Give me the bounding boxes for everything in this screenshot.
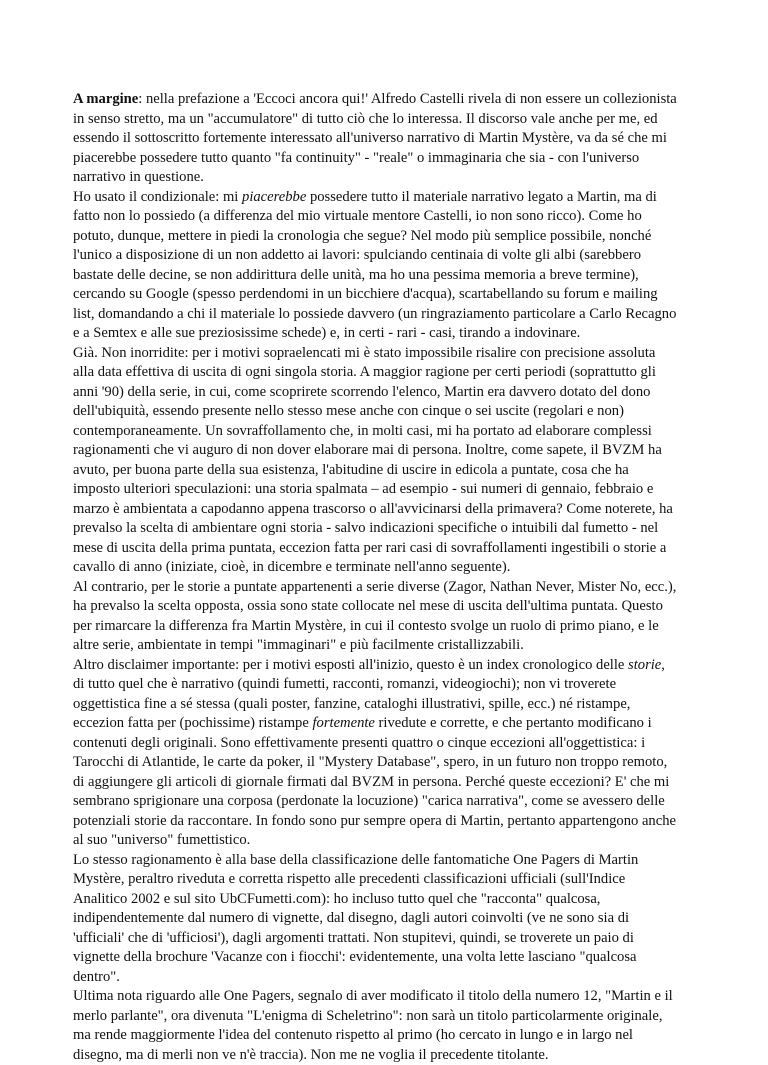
paragraph-disclaimer [73,656,678,851]
italic-text: piacerebbe [242,188,307,205]
paragraph-text: Lo stesso ragionamento è alla base della classificazione delle fantomatiche One Pagers di Martin Mystère, peraltro riveduta e corretta rispetto alle precedenti classificazioni ufficiali (sull'Indice Analitico 2002 e sul sito UbCFumetti.com): ho incluso tutto quel che "racconta" qualcosa, indipendentemente dal numero di vignette, dal disegno, dagli autori coinvolti (ve ne sono sia di 'ufficiali' che di 'ufficiosi'), dagli argomenti trattati. Non stupitevi, quindi, se troverete un paio di vignette della brochure 'Vacanze con i fiocchi': evidentemente, una volta lette lasciano "qualcosa dentro". [73,851,639,985]
paragraph-text: Altro disclaimer importante: per i motivi esposti all'inizio, questo è un index cronologico delle [73,656,629,673]
paragraph-text: : nella prefazione a 'Eccoci ancora qui!' Alfredo Castelli rivela di non essere un collezionista in senso stretto, ma un "accumulatore" di tutto ciò che lo interessa. Il discorso vale anche per me, ed essendo il sottoscritto fortemente interessato all'universo narrativo di Martin Mystère, va da sé che mi piacerebbe possedere tutto quanto "fa continuity" - "reale" o immaginaria che sia - con l'universo narrativo in questione. [73,91,677,185]
paragraph-text: Già. Non inorridite: per i motivi sopraelencati mi è stato impossibile risalire con precisione assoluta alla data effettiva di uscita di ogni singola storia. A maggior ragione per certi periodi (soprattutto gli anni '90) della serie, in cui, come scoprirete scorrendo l'elenco, Martin era davvero dotato del dono dell'ubiquità, essendo presente nello stesso mese anche con cinque o sei uscite (regolari e non) contemporaneamente. Un sovraffollamento che, in molti casi, mi ha portato ad elaborare complessi ragionamenti che vi auguro di non dover elaborare mai di persona. Inoltre, come sapete, il BVZM ha avuto, per buona parte della sua esistenza, l'abitudine di uscire in edicola a puntate, cosa che ha imposto ulteriori speculazioni: una storia spalmata – ad esempio - sui numeri di gennaio, febbraio e marzo è ambientata a capodanno appena trascorso o all'avvicinarsi della primavera? Come noterete, ha prevalso la scelta di ambientare ogni storia - salvo indicazioni specifiche o intuibili dal fumetto - nel mese di uscita della prima puntata, eccezion fatta per rari casi di sovraffollamenti ingestibili o storie a cavallo di anno (iniziate, cioè, in dicembre e terminate nell'anno seguente). [73,344,673,575]
paragraph-one-pagers [73,851,678,988]
italic-text: fortemente [312,715,375,731]
paragraph-text: Ho usato il condizionale: mi [73,188,243,205]
paragraph-text: Ultima nota riguardo alle One Pagers, segnalo di aver modificato il titolo della numero 12, "Martin e il merlo parlante", ora divenuta "L'enigma di Scheletrino": non sarà un titolo particolarmente originale, ma rende maggiormente l'idea del contenuto rispetto al primo (ho cercato in lungo e in largo nel disegno, ma di merli non ve n'è traccia). Non me ne voglia il precedente titolante. [73,988,673,1063]
paragraph-condizionale [73,188,678,344]
paragraph-a-margine [73,90,678,188]
paragraph-ultima-nota [73,987,678,1065]
paragraph-text: , di tutto quel che è narrativo (quindi fumetti, racconti, romanzi, videogiochi); non vi troverete oggettistica fine a sé stessa (quali poster, fanzine, cataloghi illustrativi, spille, ecc.) né ristampe, eccezion fatta per (pochissime) ristampe [73,656,665,731]
paragraph-text: rivedute e corrette, e che pertanto modificano i contenuti degli originali. Sono effettivamente presenti quattro o cinque eccezioni all'oggettistica: i Tarocchi di Atlantide, le carte da poker, il "Mystery Database", spero, in un futuro non troppo remoto, di aggiungere gli articoli di giornale firmati dal BVZM in persona. Perché queste eccezioni? E' che mi sembrano sprigionare una corposa (perdonate la locuzione) "carica narrativa", come se avessero delle potenziali storie da raccontare. In fondo sono pur sempre opera di Martin, pertanto appartengono anche al suo "universo" fumettistico. [73,715,676,848]
paragraph-text: possedere tutto il materiale narrativo legato a Martin, ma di fatto non lo possiedo (a differenza del mio virtuale mentore Castelli, io non sono ricco). Come ho potuto, dunque, mettere in piedi la cronologia che segue? Nel modo più semplice possibile, nonché l'unico a disposizione di un non addetto ai lavori: spulciando centinaia di volte gli albi (sarebbero bastate delle decine, se non addirittura delle unità, ma ho una pessima memoria a breve termine), cercando su Google (spesso perdendomi in un bicchiere d'acqua), scartabellando su forum e mailing list, domandando a chi il materiale lo possiede davvero (un ringraziamento particolare a Carlo Recagno e a Semtex e alle sue preziosissime schede) e, in certi - rari - casi, tirando a indovinare. [73,188,677,341]
paragraph-gia [73,344,678,578]
italic-text: storie [628,656,662,673]
document-page [73,90,678,1065]
paragraph-text: Al contrario, per le storie a puntate appartenenti a serie diverse (Zagor, Nathan Never, Mister No, ecc.), ha prevalso la scelta opposta, ossia sono state collocate nel mese di uscita dell'ultima puntata. Questo per rimarcare la differenza fra Martin Mystère, in cui il contesto svolge un ruolo di primo piano, e le altre serie, ambientate in tempi "immaginari" e più facilmente cristallizzabili. [73,578,677,653]
paragraph-al-contrario [73,578,678,656]
lead-label: A margine [73,91,139,107]
